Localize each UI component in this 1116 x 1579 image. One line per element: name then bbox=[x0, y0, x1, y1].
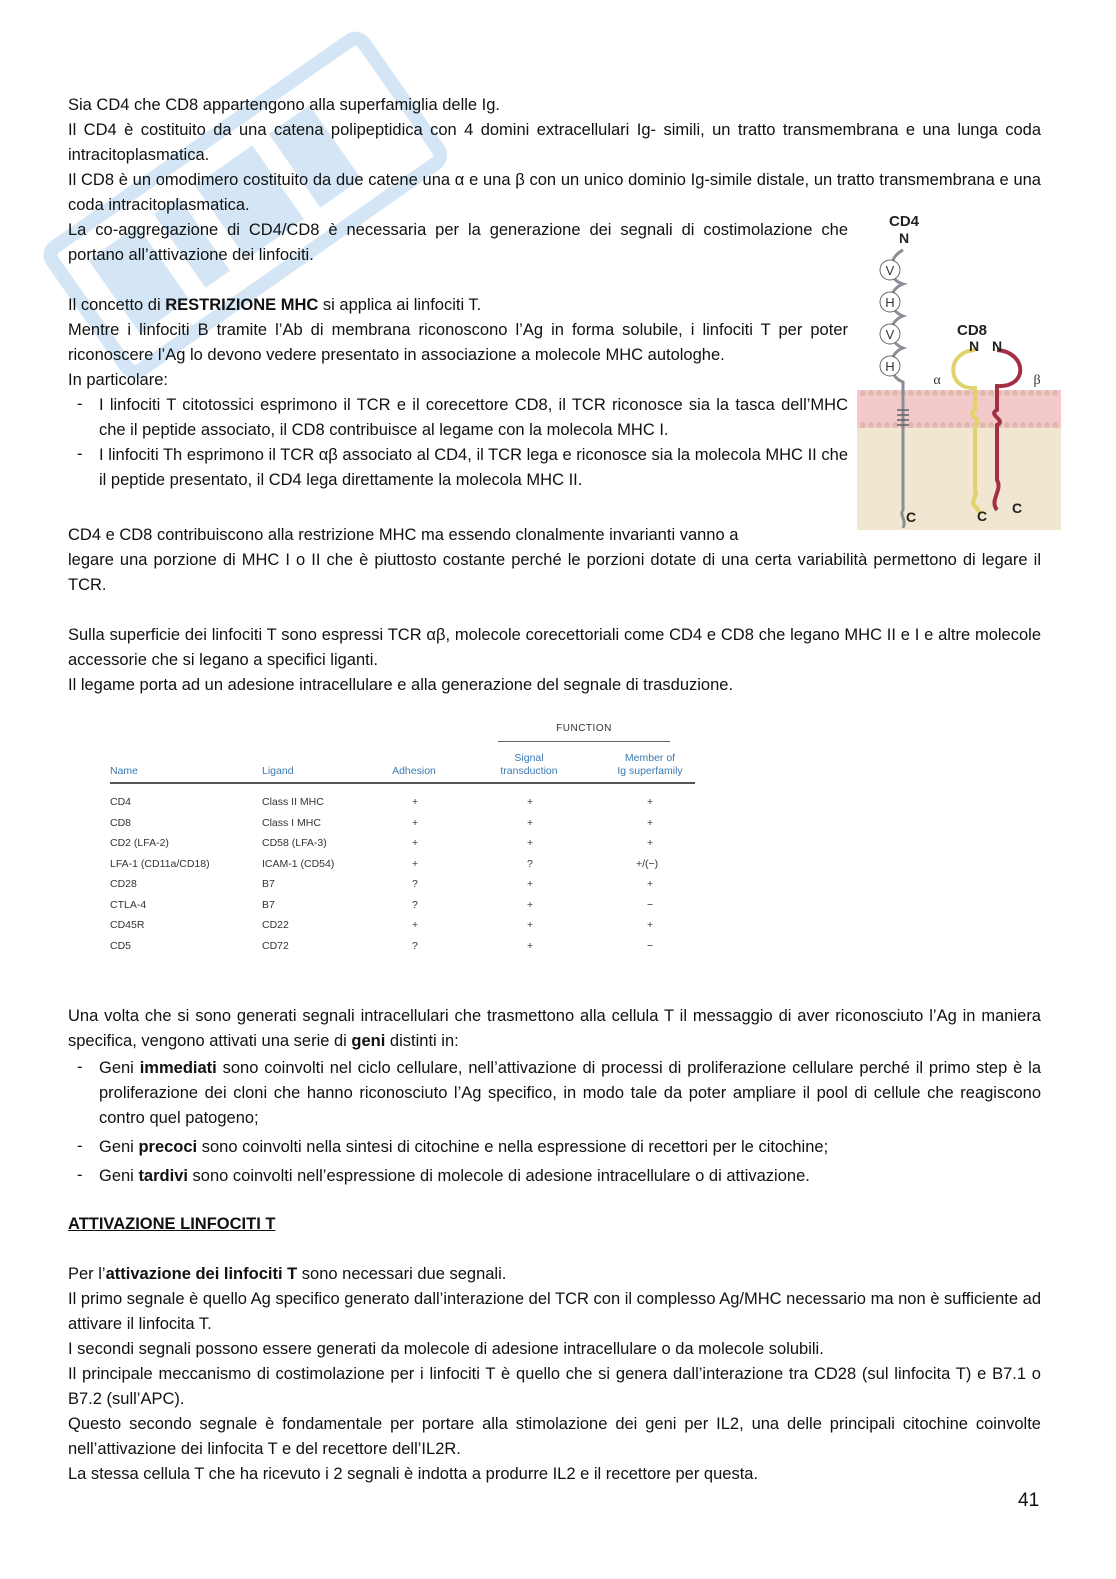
header-signal-line-1: Signal bbox=[514, 752, 544, 764]
table-header-rule bbox=[110, 782, 695, 784]
header-adhesion: Adhesion bbox=[392, 765, 436, 777]
cell-member: + bbox=[647, 796, 654, 808]
gene-item-post: sono coinvolti nell’espressione di molecole di adesione intracellulare o di attivazione. bbox=[187, 1167, 810, 1185]
intro-paragraph-3: Il CD8 è un omodimero costituito da due catene una α e una β con un unico dominio Ig-simile distale, un tratto transmembrana e una coda intracitoplasmatica. bbox=[68, 171, 1041, 214]
table-row bbox=[110, 918, 695, 938]
cell-name: LFA-1 (CD11a/CD18) bbox=[110, 857, 210, 870]
alpha-label: α bbox=[933, 373, 941, 388]
cell-name: CD28 bbox=[110, 878, 137, 890]
gene-item-pre: Geni bbox=[99, 1167, 139, 1185]
table-row bbox=[110, 939, 695, 959]
header-ligand: Ligand bbox=[262, 765, 294, 777]
surface-paragraph-2: Il legame porta ad un adesione intracellulare e alla generazione del segnale di trasduzione. bbox=[68, 676, 734, 694]
cell-name: CTLA-4 bbox=[110, 898, 147, 911]
restriction-paragraph-2: Mentre i linfociti B tramite l’Ab di membrana riconoscono l’Ag in forma solubile, i linfociti T per poter riconoscere l’Ag lo devono vedere presentato in associazione a molecole MHC autologhe. bbox=[68, 321, 848, 364]
list-item: - I linfociti Th esprimono il TCR αβ associato al CD4, il TCR lega e riconosce sia la molecola MHC II che il peptide presentato, il CD4 lega direttamente la molecola MHC II. bbox=[68, 443, 848, 493]
page-number: 41 bbox=[1018, 1490, 1040, 1511]
restriction-paragraph-3: In particolare: bbox=[68, 371, 168, 389]
intro-paragraph-1: Sia CD4 che CD8 appartengono alla superfamiglia delle Ig. bbox=[68, 96, 501, 114]
cd4-domain-label: V bbox=[885, 327, 895, 342]
genes-list bbox=[68, 1056, 1041, 1189]
cell-ligand: CD58 (LFA-3) bbox=[262, 837, 327, 849]
gene-item-post: sono coinvolti nel ciclo cellulare, nell’attivazione di processi di proliferazione cellulare perché il primo step è la proliferazione dei cloni che hanno riconosciuto l’Ag specifico, in modo tale da poter ampliare il pool di cellule che reagiscono contro quel patogeno; bbox=[99, 1059, 1041, 1127]
gene-item-bold: tardivi bbox=[138, 1167, 188, 1185]
cell-adhesion: + bbox=[412, 837, 419, 849]
accessory-molecules-table bbox=[108, 720, 693, 960]
cell-member: + bbox=[647, 878, 654, 890]
gene-item-bold: immediati bbox=[139, 1059, 217, 1077]
genes-bold: geni bbox=[351, 1032, 386, 1050]
cd8-label: CD8 bbox=[956, 322, 988, 339]
restriction-paragraph-1 bbox=[68, 293, 848, 318]
cell-ligand: Class I MHC bbox=[262, 816, 321, 829]
cell-member: +/(−) bbox=[636, 857, 659, 870]
header-signal bbox=[494, 752, 564, 778]
restriction-bold: RESTRIZIONE MHC bbox=[165, 296, 319, 314]
cd8-beta-n-terminus: N bbox=[991, 338, 1003, 354]
list-item bbox=[68, 1135, 1041, 1160]
activation-paragraph-1 bbox=[68, 1262, 1041, 1287]
genes-section bbox=[68, 1004, 1041, 1189]
header-name: Name bbox=[110, 765, 139, 777]
beta-label: β bbox=[1033, 373, 1041, 388]
cell-name: CD5 bbox=[110, 939, 132, 952]
header-signal-line-2: transduction bbox=[500, 765, 558, 777]
cell-name: CD2 (LFA-2) bbox=[110, 837, 169, 849]
header-member-line-1: Member of bbox=[624, 752, 676, 764]
gene-item-bold: precoci bbox=[138, 1138, 198, 1156]
cd4-domain-label: H bbox=[885, 295, 895, 310]
cell-ligand: CD22 bbox=[262, 919, 289, 931]
table-row bbox=[110, 877, 695, 897]
gene-item-pre: Geni bbox=[99, 1138, 139, 1156]
cd4-n-terminus: N bbox=[898, 230, 910, 246]
cell-name: CD45R bbox=[110, 919, 145, 931]
activation-section bbox=[68, 1212, 1041, 1487]
header-member-line-2: Ig superfamily bbox=[617, 765, 683, 777]
cd4cd8-line-2: legare una porzione di MHC I o II che è piuttosto costante perché le porzioni dotate di una certa variabilità permettono di legare il TCR. bbox=[68, 551, 1041, 594]
cell-adhesion: + bbox=[412, 919, 419, 931]
cell-signal: ? bbox=[527, 857, 533, 870]
function-header-rule bbox=[498, 741, 670, 742]
list-item bbox=[68, 1164, 1041, 1189]
section-title: ATTIVAZIONE LINFOCITI T bbox=[68, 1215, 276, 1233]
cd4-c-terminus: C bbox=[905, 509, 917, 525]
cell-adhesion: + bbox=[412, 816, 419, 829]
activation-paragraph-4: Il principale meccanismo di costimolazione per i linfociti T è quello che si genera dall’interazione tra CD28 (sul linfocita T) e B7.1 o B7.2 (sull’APC). bbox=[68, 1365, 1041, 1408]
gene-item-post: sono coinvolti nella sintesi di citochine e nella espressione di recettori per le citochine; bbox=[197, 1138, 829, 1156]
cd4-domain-label: V bbox=[885, 263, 895, 278]
activation-paragraph-3: I secondi segnali possono essere generati da molecole di adesione intracellulare o da molecole solubili. bbox=[68, 1340, 824, 1358]
cell-member: − bbox=[647, 898, 654, 911]
table-row bbox=[110, 816, 695, 836]
cell-signal: + bbox=[527, 939, 534, 952]
intro-paragraph-2: Il CD4 è costituito da una catena polipeptidica con 4 domini extracellulari Ig- simili, un tratto transmembrana e una lunga coda intracitoplasmatica. bbox=[68, 121, 1041, 164]
intro-section bbox=[68, 93, 1041, 218]
activation-paragraph-2: Il primo segnale è quello Ag specifico generato dall’interazione del TCR con il complesso Ag/MHC necessario ma non è sufficiente ad attivare il linfocita T. bbox=[68, 1290, 1041, 1333]
cell-adhesion: ? bbox=[412, 878, 418, 890]
table-row bbox=[110, 836, 695, 856]
table-row bbox=[110, 898, 695, 918]
genes-text-pre: Una volta che si sono generati segnali intracellulari che trasmettono alla cellula T il messaggio di aver riconosciuto l’Ag in maniera specifica, vengono attivati una serie di bbox=[68, 1007, 1041, 1050]
cell-signal: + bbox=[527, 898, 534, 911]
cell-adhesion: + bbox=[412, 857, 419, 870]
list-item bbox=[68, 1056, 1041, 1131]
cell-member: + bbox=[647, 837, 654, 849]
cell-member: − bbox=[647, 939, 654, 952]
cell-adhesion: + bbox=[412, 796, 419, 808]
cell-ligand: CD72 bbox=[262, 939, 289, 952]
cell-adhesion: ? bbox=[412, 939, 418, 952]
cd8-beta-c-terminus: C bbox=[1011, 500, 1023, 516]
cell-signal: + bbox=[527, 878, 534, 890]
cell-adhesion: ? bbox=[412, 898, 418, 911]
cytoplasm-region bbox=[857, 425, 1061, 530]
cd4-cd8-structure-figure bbox=[857, 210, 1061, 530]
cell-ligand: B7 bbox=[262, 898, 275, 911]
activation-paragraph-6: La stessa cellula T che ha ricevuto i 2 segnali è indotta a produrre IL2 e il recettore per questa. bbox=[68, 1465, 759, 1483]
intro-paragraph-4: La co-aggregazione di CD4/CD8 è necessaria per la generazione dei segnali di costimolazione che portano all’attivazione dei linfociti. bbox=[68, 221, 848, 264]
cd4-cd8-diagram bbox=[857, 210, 1061, 530]
cd4-domain-label: H bbox=[885, 359, 895, 374]
genes-text-post: distinti in: bbox=[385, 1032, 459, 1050]
cell-name: CD8 bbox=[110, 816, 132, 829]
cell-ligand: B7 bbox=[262, 878, 275, 890]
cd8-alpha-c-terminus: C bbox=[976, 508, 988, 524]
cd4-label: CD4 bbox=[888, 213, 920, 230]
activation-text-pre: Per l’ bbox=[68, 1265, 106, 1283]
restriction-text-post: si applica ai linfociti T. bbox=[318, 296, 482, 314]
activation-text-post: sono necessari due segnali. bbox=[297, 1265, 507, 1283]
restriction-list bbox=[68, 393, 848, 493]
cell-signal: + bbox=[527, 796, 534, 808]
header-member bbox=[612, 752, 688, 778]
cell-ligand: Class II MHC bbox=[262, 796, 324, 808]
table-row bbox=[110, 857, 695, 877]
cell-signal: + bbox=[527, 919, 534, 931]
table-row bbox=[110, 795, 695, 815]
cell-signal: + bbox=[527, 816, 534, 829]
restriction-text-pre: Il concetto di bbox=[68, 296, 166, 314]
cell-ligand: ICAM-1 (CD54) bbox=[262, 857, 335, 870]
cell-member: + bbox=[647, 816, 654, 829]
gene-item-pre: Geni bbox=[99, 1059, 140, 1077]
function-header: FUNCTION bbox=[556, 723, 612, 734]
cd4cd8-line-1: CD4 e CD8 contribuiscono alla restrizione MHC ma essendo clonalmente invarianti vanno a bbox=[68, 526, 739, 544]
list-item: - I linfociti T citotossici esprimono il TCR e il corecettore CD8, il TCR riconosce sia la tasca dell’MHC che il peptide associato, il CD8 contribuisce al legame con la molecola MHC I. bbox=[68, 393, 848, 443]
genes-paragraph bbox=[68, 1004, 1041, 1054]
cell-signal: + bbox=[527, 837, 534, 849]
intro-section-narrow bbox=[68, 218, 848, 493]
surface-paragraph-1: Sulla superficie dei linfociti T sono espressi TCR αβ, molecole corecettoriali come CD4 e CD8 che legano MHC II e I e altre molecole accessorie che si legano a specifici liganti. bbox=[68, 626, 1041, 669]
cell-member: + bbox=[647, 919, 654, 931]
activation-bold: attivazione dei linfociti T bbox=[105, 1265, 298, 1283]
cell-name: CD4 bbox=[110, 796, 132, 808]
cd8-alpha-n-terminus: N bbox=[968, 338, 980, 354]
cd4-cd8-section bbox=[68, 523, 1041, 698]
activation-paragraph-5: Questo secondo segnale è fondamentale per portare alla stimolazione dei geni per IL2, una delle principali citochine coinvolte nell’attivazione dei linfocita T e del recettore dell’IL2R. bbox=[68, 1415, 1041, 1458]
